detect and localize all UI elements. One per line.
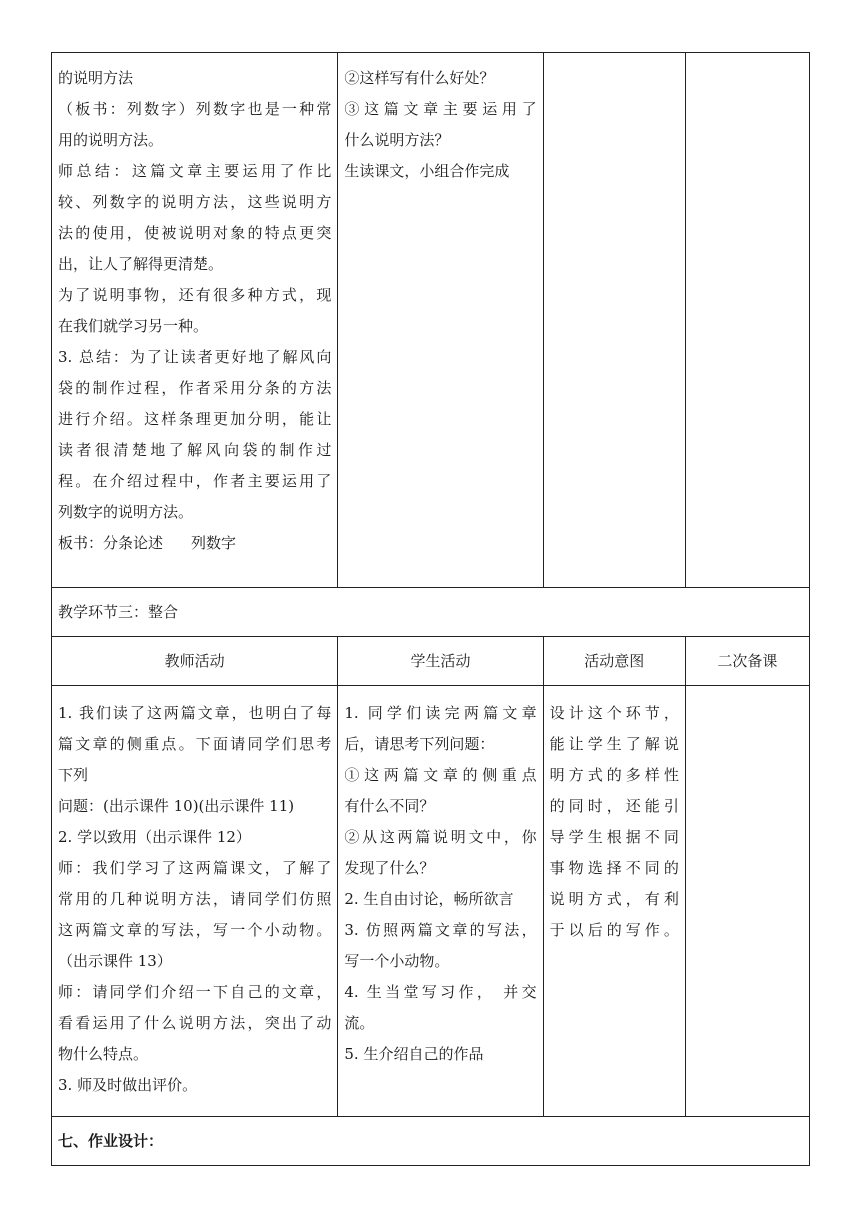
text-line: 有什么不同？ [344, 797, 435, 815]
text-line: ②这样写有什么好处？ [344, 69, 495, 87]
text-line: 列数字的说明方法。 [58, 503, 194, 521]
text-line: 明方式的多样性 [549, 766, 679, 784]
header-second-prep: 二次备课 [685, 637, 809, 686]
text-line: （板书：列数字）列数字也是一种常 [58, 100, 332, 118]
text-line: 4. 生当堂写习作， 并交 [344, 983, 537, 1001]
header-teacher-activity: 教师活动 [52, 637, 338, 686]
text-line: 下列 [58, 766, 89, 784]
board-value: 列数字 [191, 534, 237, 552]
text-line: 袋的制作过程，作者采用分条的方法 [58, 379, 332, 397]
text-line: 物什么特点。 [58, 1045, 149, 1063]
board-note [58, 528, 331, 559]
header-activity-intent: 活动意图 [543, 637, 685, 686]
text-line: 流。 [344, 1014, 375, 1032]
text-line: 什么说明方法？ [344, 131, 450, 149]
text-line: 问题：(出示课件 10)(出示课件 11) [58, 797, 295, 815]
activity-intent-cell [543, 53, 685, 588]
integration-activity-row [52, 686, 810, 1117]
second-prep-cell [685, 53, 809, 588]
text-line: ②从这两篇说明文中，你 [344, 828, 537, 846]
text-line: 用的说明方法。 [58, 131, 164, 149]
text-line: 程。在介绍过程中，作者主要运用了 [58, 472, 332, 490]
text-line: 2. 生自由讨论，畅所欲言 [344, 890, 514, 908]
text-line: 生读课文，小组合作完成 [344, 162, 510, 180]
text-line: 看看运用了什么说明方法，突出了动 [58, 1014, 332, 1032]
text-line: ①这两篇文章的侧重点 [344, 766, 537, 784]
text-line: 常用的几种说明方法，请同学们仿照 [58, 890, 332, 908]
second-prep-cell [685, 686, 809, 1117]
student-activity-cell [338, 686, 543, 1117]
text-line: 3. 仿照两篇文章的写法， [344, 921, 537, 939]
text-line: 能让学生了解说 [549, 735, 679, 753]
text-line: 3. 师及时做出评价。 [58, 1076, 198, 1094]
text-line: 篇文章的侧重点。下面请同学们思考 [58, 735, 332, 753]
text-line: 5. 生介绍自己的作品 [344, 1045, 484, 1063]
text-line: 1. 我们读了这两篇文章，也明白了每 [58, 704, 332, 722]
text-line: 较、列数字的说明方法，这些说明方 [58, 193, 332, 211]
section-title: 七、作业设计： [52, 1117, 810, 1166]
text-line: 后，请思考下列问题： [344, 735, 495, 753]
text-line: 的说明方法 [58, 69, 134, 87]
text-line: 写一个小动物。 [344, 952, 450, 970]
text-line: 设计这个环节， [549, 704, 679, 722]
text-line: 师：我们学习了这两篇课文，了解了 [58, 859, 332, 877]
section-three-row [52, 588, 810, 637]
text-line: 出，让人了解得更清楚。 [58, 255, 224, 273]
activity-intent-cell [543, 686, 685, 1117]
text-line: 的同时，还能引 [549, 797, 679, 815]
text-line: 导学生根据不同 [549, 828, 679, 846]
text-line: 读者很清楚地了解风向袋的制作过 [58, 441, 332, 459]
text-line: 说明方式，有利 [549, 890, 679, 908]
text-line: 这两篇文章的写法，写一个小动物。 [58, 921, 332, 939]
text-line: 在我们就学习另一种。 [58, 317, 209, 335]
header-student-activity: 学生活动 [338, 637, 543, 686]
text-line: 进行介绍。这样条理更加分明，能让 [58, 410, 332, 428]
text-line: 1. 同学们读完两篇文章 [344, 704, 537, 722]
text-line: 2. 学以致用（出示课件 12） [58, 828, 251, 846]
lesson-plan-table [51, 52, 810, 1166]
text-line: 于以后的写作。 [549, 921, 679, 939]
continued-activity-row [52, 53, 810, 588]
section-title: 教学环节三：整合 [52, 588, 810, 637]
board-label: 板书：分条论述 [58, 534, 164, 552]
text-line: 师：请同学们介绍一下自己的文章， [58, 983, 332, 1001]
section-seven-row [52, 1117, 810, 1166]
teacher-activity-cell [52, 53, 338, 588]
text-line: 师总结：这篇文章主要运用了作比 [58, 162, 332, 180]
header-row [52, 637, 810, 686]
text-line: （出示课件 13） [58, 952, 172, 970]
text-line: 发现了什么？ [344, 859, 435, 877]
student-activity-cell [338, 53, 543, 588]
text-line: 法的使用，使被说明对象的特点更突 [58, 224, 332, 242]
text-line: 3. 总结：为了让读者更好地了解风向 [58, 348, 332, 366]
text-line: ③这篇文章主要运用了 [344, 100, 537, 118]
text-line: 事物选择不同的 [549, 859, 679, 877]
text-line: 为了说明事物，还有很多种方式，现 [58, 286, 332, 304]
teacher-activity-cell [52, 686, 338, 1117]
